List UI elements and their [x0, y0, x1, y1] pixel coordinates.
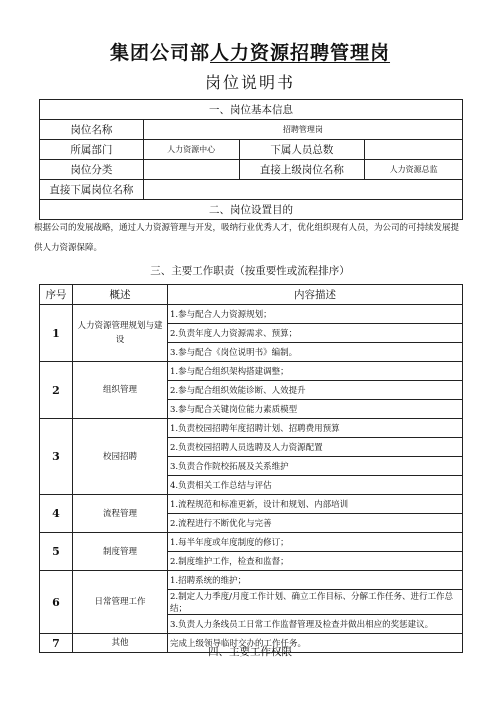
duty-item: 1.参与配合人力资源规划；	[168, 305, 463, 324]
direct-superior-value: 人力资源总监	[365, 160, 463, 180]
table-row	[40, 362, 463, 381]
document-subtitle: 岗位说明书	[204, 73, 295, 92]
duty-overview: 其他	[73, 634, 168, 653]
subordinate-count-value	[365, 140, 463, 160]
department-label: 所属部门	[40, 140, 144, 160]
title-prefix: 集团公司部	[109, 42, 210, 64]
duties-table-body	[40, 285, 463, 653]
basic-info-table	[39, 99, 463, 220]
direct-subordinate-value	[143, 180, 462, 200]
purpose-text: 根据公司的发展战略，通过人力资源管理与开发，吸纳行业优秀人才，优化组织现有人员，为公司的可持续发展提供人力资源保障。	[34, 223, 460, 253]
header-description: 内容描述	[168, 285, 463, 305]
duty-number: 7	[40, 634, 73, 653]
table-row	[40, 140, 463, 160]
table-row	[40, 305, 463, 324]
duty-item: 2.负责年度人力资源需求、预算；	[168, 324, 463, 343]
position-name-value: 招聘管理岗	[143, 120, 462, 140]
purpose-section-title: 二、岗位设置目的	[40, 200, 463, 220]
duty-overview: 日常管理工作	[73, 571, 168, 634]
duty-overview: 校园招聘	[73, 419, 168, 495]
duty-item: 1.参与配合组织架构搭建调整；	[168, 362, 463, 381]
duty-item: 2.制定人力季度/月度工作计划、确立工作目标、分解工作任务、进行工作总结；	[168, 590, 463, 615]
title-position-name: 人力资源招聘管理岗	[210, 42, 391, 64]
department-value: 人力资源中心	[143, 140, 239, 160]
duty-item: 完成上级领导临时交办的工作任务。	[168, 634, 463, 653]
duty-item: 2.流程进行不断优化与完善	[168, 514, 463, 533]
table-row	[40, 120, 463, 140]
duty-item: 3.负责人力条线员工日常工作监督管理及检查并做出相应的奖惩建议。	[168, 615, 463, 634]
duties-table	[39, 284, 463, 653]
header-no: 序号	[40, 285, 73, 305]
duty-item: 3.参与配合《岗位说明书》编制。	[168, 343, 463, 362]
position-category-value	[143, 160, 239, 180]
duty-overview: 人力资源管理规划与建设	[73, 305, 168, 362]
direct-subordinate-label: 直接下属岗位名称	[40, 180, 144, 200]
position-name-label: 岗位名称	[40, 120, 144, 140]
duty-number: 5	[40, 533, 73, 571]
duty-item: 2.参与配合组织效能诊断、人效提升	[168, 381, 463, 400]
duty-overview: 制度管理	[73, 533, 168, 571]
duty-item: 2.负责校园招聘人员选聘及人力资源配置	[168, 438, 463, 457]
table-row	[40, 571, 463, 590]
basic-info-section-title: 一、岗位基本信息	[40, 100, 463, 120]
duty-item: 3.参与配合关键岗位能力素质模型	[168, 400, 463, 419]
duty-item: 1.每半年度或年度制度的修订；	[168, 533, 463, 552]
duties-section-title: 三、主要工作职责（按重要性或流程排序）	[150, 265, 350, 277]
header-overview: 概述	[73, 285, 168, 305]
duty-number: 2	[40, 362, 73, 419]
table-row	[40, 180, 463, 200]
table-row	[40, 495, 463, 514]
table-row	[40, 419, 463, 438]
position-category-label: 岗位分类	[40, 160, 144, 180]
subordinate-count-label: 下属人员总数	[239, 140, 365, 160]
duty-number: 6	[40, 571, 73, 634]
duty-item: 3.负责合作院校拓展及关系维护	[168, 457, 463, 476]
duty-item: 1.负责校园招聘年度招聘计划、招聘费用预算	[168, 419, 463, 438]
duty-number: 4	[40, 495, 73, 533]
document-title	[0, 38, 500, 65]
duty-item: 2.制度维护工作，检查和监督；	[168, 552, 463, 571]
duty-overview: 流程管理	[73, 495, 168, 533]
duty-number: 3	[40, 419, 73, 495]
powers-section-title: 四、主要工作权限	[208, 646, 292, 658]
table-row	[40, 160, 463, 180]
duties-header-row	[40, 285, 463, 305]
duty-overview: 组织管理	[73, 362, 168, 419]
duty-item: 4.负责相关工作总结与评估	[168, 476, 463, 495]
table-row	[40, 533, 463, 552]
direct-superior-label: 直接上级岗位名称	[239, 160, 365, 180]
duty-item: 1.招聘系统的维护；	[168, 571, 463, 590]
duty-item: 1.流程规范和标准更新，设计和规划、内部培训	[168, 495, 463, 514]
duty-number: 1	[40, 305, 73, 362]
